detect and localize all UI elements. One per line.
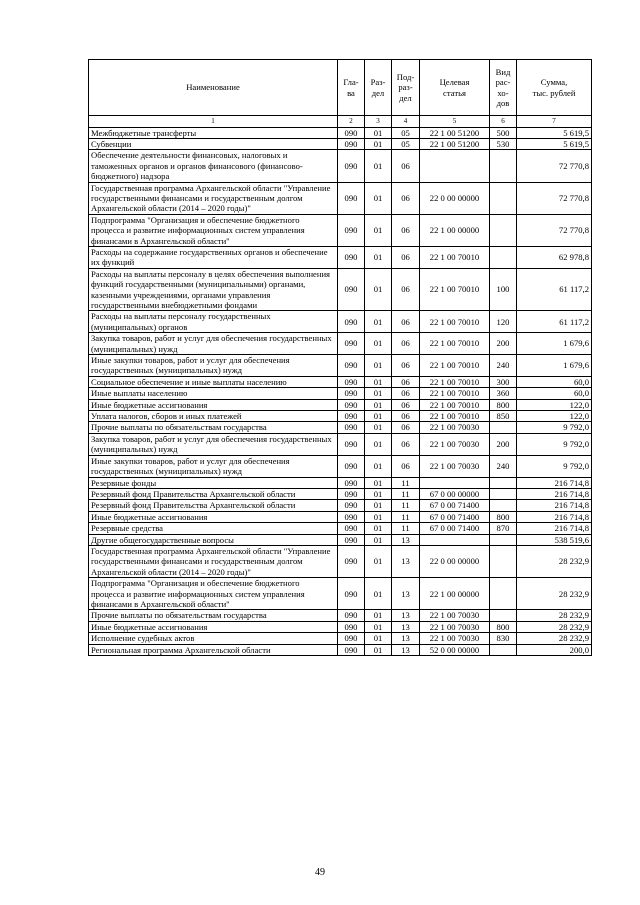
row-glava-cell: 090 xyxy=(338,433,365,455)
row-razdel-cell: 01 xyxy=(365,355,392,377)
header-name: Наименование xyxy=(89,60,338,116)
row-target-cell: 67 0 00 71400 xyxy=(420,500,490,511)
row-name-cell: Субвенции xyxy=(89,138,338,149)
row-glava-cell: 090 xyxy=(338,311,365,333)
row-glava-cell: 090 xyxy=(338,578,365,610)
row-vid-cell: 500 xyxy=(490,127,517,138)
row-razdel-cell: 01 xyxy=(365,214,392,246)
row-target-cell: 22 1 00 70030 xyxy=(420,433,490,455)
row-target-cell: 22 1 00 70030 xyxy=(420,621,490,632)
table-row xyxy=(89,214,592,246)
table-row xyxy=(89,488,592,499)
column-number: 1 xyxy=(89,116,338,128)
row-target-cell: 22 1 00 70030 xyxy=(420,633,490,644)
row-sum-cell: 28 232,9 xyxy=(517,621,592,632)
row-sum-cell: 61 117,2 xyxy=(517,311,592,333)
row-name-cell: Обеспечение деятельности финансовых, налоговых и таможенных органов и органов финансового (финансово-бюджетного) надзора xyxy=(89,150,338,182)
column-number: 6 xyxy=(490,116,517,128)
row-razdel-cell: 01 xyxy=(365,127,392,138)
row-vid-cell: 870 xyxy=(490,523,517,534)
row-sum-cell: 1 679,6 xyxy=(517,355,592,377)
row-podrazdel-cell: 11 xyxy=(392,500,420,511)
row-podrazdel-cell: 06 xyxy=(392,333,420,355)
row-sum-cell: 122,0 xyxy=(517,399,592,410)
table-row xyxy=(89,511,592,522)
table-row xyxy=(89,644,592,655)
table-row xyxy=(89,333,592,355)
column-number: 5 xyxy=(420,116,490,128)
table-row xyxy=(89,376,592,387)
row-glava-cell: 090 xyxy=(338,127,365,138)
row-vid-cell xyxy=(490,150,517,182)
row-name-cell: Прочие выплаты по обязательствам государства xyxy=(89,610,338,621)
row-podrazdel-cell: 13 xyxy=(392,644,420,655)
row-glava-cell: 090 xyxy=(338,545,365,577)
row-name-cell: Иные бюджетные ассигнования xyxy=(89,621,338,632)
row-name-cell: Закупка товаров, работ и услуг для обеспечения государственных (муниципальных) нужд xyxy=(89,433,338,455)
row-vid-cell: 100 xyxy=(490,268,517,311)
row-name-cell: Государственная программа Архангельской области "Управление государственными финансами и государственным долгом Архангельской области (2014 – 2020 годы)" xyxy=(89,545,338,577)
row-razdel-cell: 01 xyxy=(365,138,392,149)
row-sum-cell: 28 232,9 xyxy=(517,610,592,621)
row-name-cell: Резервный фонд Правительства Архангельской области xyxy=(89,500,338,511)
row-name-cell: Иные бюджетные ассигнования xyxy=(89,399,338,410)
row-podrazdel-cell: 06 xyxy=(392,268,420,311)
table-row xyxy=(89,246,592,268)
row-podrazdel-cell: 06 xyxy=(392,355,420,377)
row-glava-cell: 090 xyxy=(338,523,365,534)
row-sum-cell: 200,0 xyxy=(517,644,592,655)
table-body xyxy=(89,127,592,656)
row-vid-cell: 300 xyxy=(490,376,517,387)
row-target-cell: 52 0 00 00000 xyxy=(420,644,490,655)
column-number: 7 xyxy=(517,116,592,128)
table-row xyxy=(89,610,592,621)
row-razdel-cell: 01 xyxy=(365,150,392,182)
row-vid-cell xyxy=(490,578,517,610)
row-razdel-cell: 01 xyxy=(365,545,392,577)
row-glava-cell: 090 xyxy=(338,511,365,522)
row-glava-cell: 090 xyxy=(338,355,365,377)
row-vid-cell: 800 xyxy=(490,511,517,522)
row-glava-cell: 090 xyxy=(338,268,365,311)
row-sum-cell: 62 978,8 xyxy=(517,246,592,268)
table-row xyxy=(89,182,592,214)
row-razdel-cell: 01 xyxy=(365,534,392,545)
row-target-cell: 22 1 00 51200 xyxy=(420,127,490,138)
row-name-cell: Прочие выплаты по обязательствам государства xyxy=(89,422,338,433)
table-row xyxy=(89,311,592,333)
row-sum-cell: 61 117,2 xyxy=(517,268,592,311)
row-name-cell: Резервные фонды xyxy=(89,477,338,488)
row-name-cell: Другие общегосударственные вопросы xyxy=(89,534,338,545)
row-name-cell: Иные закупки товаров, работ и услуг для обеспечения государственных (муниципальных) нужд xyxy=(89,355,338,377)
row-glava-cell: 090 xyxy=(338,621,365,632)
row-vid-cell: 360 xyxy=(490,388,517,399)
row-name-cell: Резервный фонд Правительства Архангельской области xyxy=(89,488,338,499)
row-sum-cell: 5 619,5 xyxy=(517,138,592,149)
row-name-cell: Расходы на выплаты персоналу государственных (муниципальных) органов xyxy=(89,311,338,333)
row-target-cell: 22 1 00 70030 xyxy=(420,610,490,621)
row-vid-cell xyxy=(490,214,517,246)
table-row xyxy=(89,433,592,455)
header-sum: Сумма, тыс. рублей xyxy=(517,60,592,116)
row-name-cell: Межбюджетные трансферты xyxy=(89,127,338,138)
row-glava-cell: 090 xyxy=(338,333,365,355)
table-row xyxy=(89,477,592,488)
row-vid-cell xyxy=(490,610,517,621)
row-podrazdel-cell: 06 xyxy=(392,433,420,455)
row-razdel-cell: 01 xyxy=(365,246,392,268)
row-name-cell: Исполнение судебных актов xyxy=(89,633,338,644)
row-glava-cell: 090 xyxy=(338,477,365,488)
row-vid-cell xyxy=(490,488,517,499)
row-target-cell: 67 0 00 71400 xyxy=(420,523,490,534)
row-vid-cell: 200 xyxy=(490,433,517,455)
row-razdel-cell: 01 xyxy=(365,422,392,433)
table-row xyxy=(89,127,592,138)
row-glava-cell: 090 xyxy=(338,150,365,182)
row-target-cell xyxy=(420,534,490,545)
table-row xyxy=(89,422,592,433)
row-target-cell: 22 1 00 70010 xyxy=(420,399,490,410)
table-row xyxy=(89,633,592,644)
row-sum-cell: 216 714,8 xyxy=(517,500,592,511)
row-target-cell: 22 1 00 70010 xyxy=(420,411,490,422)
row-target-cell: 22 1 00 70030 xyxy=(420,455,490,477)
row-vid-cell xyxy=(490,246,517,268)
row-podrazdel-cell: 06 xyxy=(392,455,420,477)
row-glava-cell: 090 xyxy=(338,214,365,246)
row-glava-cell: 090 xyxy=(338,534,365,545)
row-vid-cell: 530 xyxy=(490,138,517,149)
row-vid-cell: 800 xyxy=(490,621,517,632)
row-podrazdel-cell: 05 xyxy=(392,138,420,149)
row-podrazdel-cell: 06 xyxy=(392,182,420,214)
row-name-cell: Подпрограмма "Организация и обеспечение бюджетного процесса и развитие информационных систем управления финансами в Архангельской области" xyxy=(89,214,338,246)
row-razdel-cell: 01 xyxy=(365,311,392,333)
column-number-row xyxy=(89,116,592,128)
table-row xyxy=(89,355,592,377)
row-vid-cell xyxy=(490,500,517,511)
row-sum-cell: 216 714,8 xyxy=(517,511,592,522)
row-sum-cell: 72 770,8 xyxy=(517,214,592,246)
row-glava-cell: 090 xyxy=(338,411,365,422)
row-vid-cell: 240 xyxy=(490,355,517,377)
table-row xyxy=(89,268,592,311)
row-name-cell: Расходы на содержание государственных органов и обеспечение их функций xyxy=(89,246,338,268)
row-target-cell: 22 1 00 70010 xyxy=(420,268,490,311)
row-sum-cell: 538 519,6 xyxy=(517,534,592,545)
row-podrazdel-cell: 11 xyxy=(392,511,420,522)
row-sum-cell: 72 770,8 xyxy=(517,150,592,182)
row-name-cell: Социальное обеспечение и иные выплаты населению xyxy=(89,376,338,387)
row-name-cell: Подпрограмма "Организация и обеспечение бюджетного процесса и развитие информационных систем управления финансами в Архангельской области" xyxy=(89,578,338,610)
row-target-cell: 22 1 00 00000 xyxy=(420,214,490,246)
row-razdel-cell: 01 xyxy=(365,610,392,621)
header-row xyxy=(89,60,592,116)
row-sum-cell: 72 770,8 xyxy=(517,182,592,214)
table-row xyxy=(89,388,592,399)
page-number: 49 xyxy=(315,867,325,878)
row-podrazdel-cell: 13 xyxy=(392,534,420,545)
row-sum-cell: 216 714,8 xyxy=(517,477,592,488)
row-vid-cell: 120 xyxy=(490,311,517,333)
row-target-cell: 22 1 00 70010 xyxy=(420,246,490,268)
row-glava-cell: 090 xyxy=(338,246,365,268)
row-razdel-cell: 01 xyxy=(365,523,392,534)
column-number: 3 xyxy=(365,116,392,128)
row-vid-cell xyxy=(490,534,517,545)
row-sum-cell: 28 232,9 xyxy=(517,545,592,577)
table-row xyxy=(89,621,592,632)
row-name-cell: Иные выплаты населению xyxy=(89,388,338,399)
row-vid-cell xyxy=(490,644,517,655)
row-target-cell: 22 1 00 70010 xyxy=(420,311,490,333)
row-sum-cell: 216 714,8 xyxy=(517,488,592,499)
row-sum-cell: 1 679,6 xyxy=(517,333,592,355)
row-podrazdel-cell: 05 xyxy=(392,127,420,138)
row-name-cell: Резервные средства xyxy=(89,523,338,534)
row-glava-cell: 090 xyxy=(338,610,365,621)
row-glava-cell: 090 xyxy=(338,633,365,644)
header-razdel: Раз- дел xyxy=(365,60,392,116)
header-vid: Вид рас- хо- дов xyxy=(490,60,517,116)
row-glava-cell: 090 xyxy=(338,488,365,499)
row-razdel-cell: 01 xyxy=(365,500,392,511)
row-target-cell xyxy=(420,477,490,488)
column-number: 4 xyxy=(392,116,420,128)
header-glava: Гла- ва xyxy=(338,60,365,116)
row-podrazdel-cell: 13 xyxy=(392,621,420,632)
row-vid-cell xyxy=(490,422,517,433)
row-podrazdel-cell: 11 xyxy=(392,477,420,488)
row-podrazdel-cell: 06 xyxy=(392,214,420,246)
row-sum-cell: 216 714,8 xyxy=(517,523,592,534)
row-name-cell: Расходы на выплаты персоналу в целях обеспечения выполнения функций государственными (муниципальными) органами, казенными учреждениями, органами управления государственными внебюджетными фондами xyxy=(89,268,338,311)
table-row xyxy=(89,523,592,534)
row-podrazdel-cell: 11 xyxy=(392,523,420,534)
row-vid-cell xyxy=(490,477,517,488)
row-vid-cell: 200 xyxy=(490,333,517,355)
row-glava-cell: 090 xyxy=(338,500,365,511)
row-podrazdel-cell: 13 xyxy=(392,610,420,621)
row-podrazdel-cell: 06 xyxy=(392,388,420,399)
row-name-cell: Закупка товаров, работ и услуг для обеспечения государственных (муниципальных) нужд xyxy=(89,333,338,355)
row-podrazdel-cell: 06 xyxy=(392,376,420,387)
table-row xyxy=(89,138,592,149)
row-podrazdel-cell: 06 xyxy=(392,150,420,182)
row-razdel-cell: 01 xyxy=(365,376,392,387)
row-razdel-cell: 01 xyxy=(365,411,392,422)
row-vid-cell: 830 xyxy=(490,633,517,644)
header-podrazdel: Под- раз- дел xyxy=(392,60,420,116)
row-target-cell: 67 0 00 71400 xyxy=(420,511,490,522)
row-target-cell xyxy=(420,150,490,182)
row-razdel-cell: 01 xyxy=(365,182,392,214)
row-razdel-cell: 01 xyxy=(365,268,392,311)
row-podrazdel-cell: 13 xyxy=(392,545,420,577)
row-podrazdel-cell: 06 xyxy=(392,399,420,410)
table-row xyxy=(89,150,592,182)
row-razdel-cell: 01 xyxy=(365,578,392,610)
row-name-cell: Государственная программа Архангельской области "Управление государственными финансами и государственным долгом Архангельской области (2014 – 2020 годы)" xyxy=(89,182,338,214)
table-row xyxy=(89,500,592,511)
row-sum-cell: 60,0 xyxy=(517,376,592,387)
row-vid-cell xyxy=(490,182,517,214)
row-podrazdel-cell: 06 xyxy=(392,411,420,422)
row-podrazdel-cell: 13 xyxy=(392,633,420,644)
row-razdel-cell: 01 xyxy=(365,333,392,355)
row-sum-cell: 60,0 xyxy=(517,388,592,399)
row-razdel-cell: 01 xyxy=(365,399,392,410)
row-target-cell: 22 0 00 00000 xyxy=(420,545,490,577)
row-sum-cell: 5 619,5 xyxy=(517,127,592,138)
row-sum-cell: 9 792,0 xyxy=(517,433,592,455)
table-row xyxy=(89,578,592,610)
row-razdel-cell: 01 xyxy=(365,621,392,632)
row-name-cell: Уплата налогов, сборов и иных платежей xyxy=(89,411,338,422)
row-name-cell: Иные бюджетные ассигнования xyxy=(89,511,338,522)
row-vid-cell: 240 xyxy=(490,455,517,477)
row-target-cell: 22 1 00 70010 xyxy=(420,388,490,399)
table-row xyxy=(89,399,592,410)
row-name-cell: Иные закупки товаров, работ и услуг для обеспечения государственных (муниципальных) нужд xyxy=(89,455,338,477)
row-podrazdel-cell: 13 xyxy=(392,578,420,610)
row-target-cell: 22 1 00 70010 xyxy=(420,376,490,387)
row-razdel-cell: 01 xyxy=(365,455,392,477)
row-sum-cell: 28 232,9 xyxy=(517,578,592,610)
row-sum-cell: 122,0 xyxy=(517,411,592,422)
row-glava-cell: 090 xyxy=(338,376,365,387)
row-podrazdel-cell: 06 xyxy=(392,311,420,333)
row-name-cell: Региональная программа Архангельской области xyxy=(89,644,338,655)
row-vid-cell xyxy=(490,545,517,577)
row-glava-cell: 090 xyxy=(338,182,365,214)
row-target-cell: 22 1 00 70030 xyxy=(420,422,490,433)
row-vid-cell: 800 xyxy=(490,399,517,410)
row-vid-cell: 850 xyxy=(490,411,517,422)
row-razdel-cell: 01 xyxy=(365,633,392,644)
row-sum-cell: 9 792,0 xyxy=(517,455,592,477)
budget-table xyxy=(88,59,592,656)
row-glava-cell: 090 xyxy=(338,399,365,410)
row-sum-cell: 9 792,0 xyxy=(517,422,592,433)
row-target-cell: 67 0 00 00000 xyxy=(420,488,490,499)
row-target-cell: 22 1 00 70010 xyxy=(420,355,490,377)
row-razdel-cell: 01 xyxy=(365,477,392,488)
row-glava-cell: 090 xyxy=(338,388,365,399)
row-podrazdel-cell: 06 xyxy=(392,246,420,268)
row-razdel-cell: 01 xyxy=(365,511,392,522)
header-target: Целевая статья xyxy=(420,60,490,116)
row-razdel-cell: 01 xyxy=(365,644,392,655)
row-glava-cell: 090 xyxy=(338,455,365,477)
row-razdel-cell: 01 xyxy=(365,388,392,399)
row-target-cell: 22 1 00 00000 xyxy=(420,578,490,610)
row-glava-cell: 090 xyxy=(338,422,365,433)
table-row xyxy=(89,455,592,477)
table-row xyxy=(89,411,592,422)
row-target-cell: 22 0 00 00000 xyxy=(420,182,490,214)
column-number: 2 xyxy=(338,116,365,128)
table-row xyxy=(89,545,592,577)
row-glava-cell: 090 xyxy=(338,644,365,655)
row-sum-cell: 28 232,9 xyxy=(517,633,592,644)
table-row xyxy=(89,534,592,545)
row-glava-cell: 090 xyxy=(338,138,365,149)
row-podrazdel-cell: 11 xyxy=(392,488,420,499)
row-razdel-cell: 01 xyxy=(365,488,392,499)
row-target-cell: 22 1 00 51200 xyxy=(420,138,490,149)
row-razdel-cell: 01 xyxy=(365,433,392,455)
row-target-cell: 22 1 00 70010 xyxy=(420,333,490,355)
row-podrazdel-cell: 06 xyxy=(392,422,420,433)
